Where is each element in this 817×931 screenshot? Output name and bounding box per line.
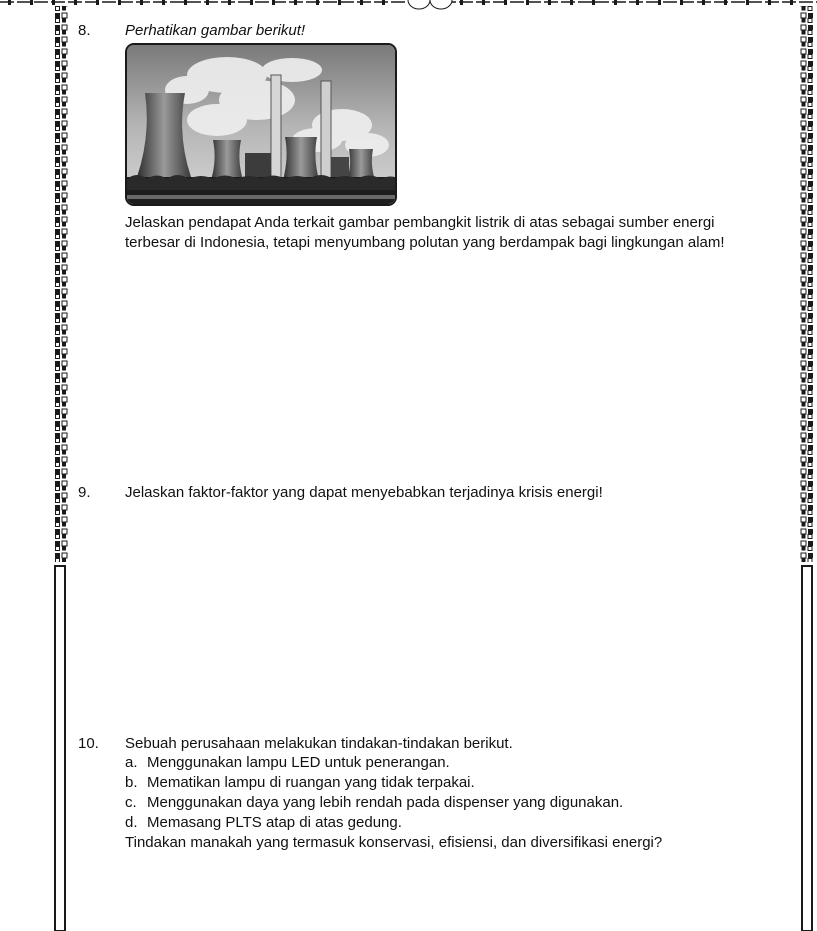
right-border-decoration xyxy=(798,0,816,931)
question-8-number: 8. xyxy=(78,22,91,39)
question-10-option-d xyxy=(125,813,402,832)
option-text: Memasang PLTS atap di atas gedung. xyxy=(147,814,402,831)
option-text: Menggunakan daya yang lebih rendah pada dispenser yang digunakan. xyxy=(147,794,624,811)
question-9-text: Jelaskan faktor-faktor yang dapat menyebabkan terjadinya krisis energi! xyxy=(125,484,603,501)
question-10-closing: Tindakan manakah yang termasuk konservasi, efisiensi, dan diversifikasi energi? xyxy=(125,834,663,851)
question-8-instruction: Perhatikan gambar berikut! xyxy=(125,22,306,39)
top-border-decoration xyxy=(0,0,817,12)
question-10-option-a xyxy=(125,753,450,772)
option-letter: a. xyxy=(125,754,138,771)
question-10-option-c xyxy=(125,793,623,812)
option-letter: b. xyxy=(125,774,138,791)
option-text: Menggunakan lampu LED untuk penerangan. xyxy=(147,754,450,771)
power-plant-icon xyxy=(127,45,397,206)
option-letter: c. xyxy=(125,794,137,811)
question-10-option-b xyxy=(125,773,475,792)
power-plant-photo xyxy=(125,43,397,206)
option-letter: d. xyxy=(125,814,138,831)
option-text: Mematikan lampu di ruangan yang tidak terpakai. xyxy=(147,774,475,791)
question-10-number: 10. xyxy=(78,735,99,752)
question-9-number: 9. xyxy=(78,484,91,501)
question-8-line-2: terbesar di Indonesia, tetapi menyumbang polutan yang berdampak bagi lingkungan alam! xyxy=(125,234,725,251)
question-10-intro: Sebuah perusahaan melakukan tindakan-tindakan berikut. xyxy=(125,735,513,752)
left-border-decoration xyxy=(52,0,70,931)
question-8-line-1: Jelaskan pendapat Anda terkait gambar pembangkit listrik di atas sebagai sumber energi xyxy=(125,214,715,231)
